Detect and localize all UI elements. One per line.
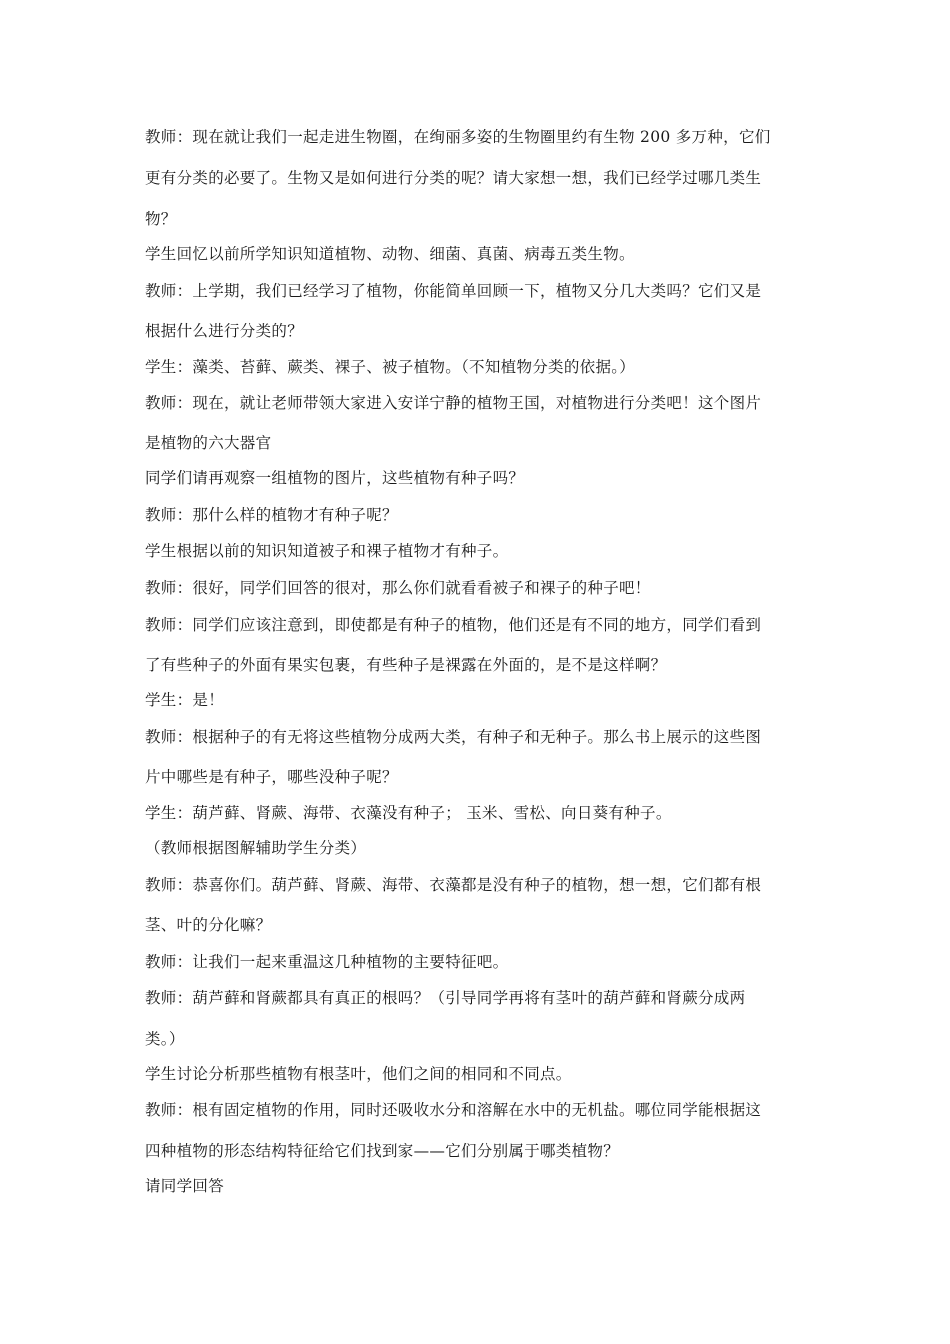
text-line: 教师：那什么样的植物才有种子呢？	[145, 506, 398, 524]
text-line: 学生根据以前的知识知道被子和裸子植物才有种子。	[145, 542, 509, 560]
text-line: 学生回忆以前所学知识知道植物、动物、细菌、真菌、病毒五类生物。	[145, 245, 635, 263]
text-line: 四种植物的形态结构特征给它们找到家——它们分别属于哪类植物？	[145, 1142, 620, 1160]
text-line: 学生：藻类、苔藓、蕨类、裸子、被子植物。（不知植物分类的依据。）	[145, 358, 636, 376]
text-line: 是植物的六大器官	[145, 434, 272, 452]
text-line: 教师：恭喜你们。葫芦藓、肾蕨、海带、衣藻都是没有种子的植物，想一想，它们都有根	[145, 876, 762, 894]
text-line: 学生讨论分析那些植物有根茎叶，他们之间的相同和不同点。	[145, 1065, 572, 1083]
text-line: 茎、叶的分化嘛？	[145, 916, 272, 934]
text-line: 同学们请再观察一组植物的图片，这些植物有种子吗？	[145, 469, 525, 487]
text-line: 片中哪些是有种子，哪些没种子呢？	[145, 768, 398, 786]
text-line: 学生：葫芦藓、肾蕨、海带、衣藻没有种子； 玉米、雪松、向日葵有种子。	[145, 804, 672, 822]
text-line: 教师：上学期，我们已经学习了植物，你能简单回顾一下，植物又分几大类吗？它们又是	[145, 282, 762, 300]
text-line: 了有些种子的外面有果实包裹，有些种子是裸露在外面的，是不是这样啊？	[145, 656, 667, 674]
text-line: 教师：现在，就让老师带领大家进入安详宁静的植物王国，对植物进行分类吧！这个图片	[145, 394, 762, 412]
text-line: （教师根据图解辅助学生分类）	[145, 839, 367, 857]
text-line: 教师：根据种子的有无将这些植物分成两大类，有种子和无种子。那么书上展示的这些图	[145, 728, 762, 746]
text-line: 更有分类的必要了。生物又是如何进行分类的呢？请大家想一想，我们已经学过哪几类生	[145, 169, 762, 187]
text-line: 教师：现在就让我们一起走进生物圈，在绚丽多姿的生物圈里约有生物 200 多万种，它们	[145, 128, 771, 146]
text-line: 物？	[145, 210, 177, 228]
text-line: 请同学回答	[145, 1177, 225, 1195]
text-line: 教师：让我们一起来重温这几种植物的主要特征吧。	[145, 953, 509, 971]
text-line: 类。）	[145, 1030, 185, 1048]
text-line: 教师：葫芦藓和肾蕨都具有真正的根吗？（引导同学再将有茎叶的葫芦藓和肾蕨分成两	[145, 989, 746, 1007]
text-line: 学生：是！	[145, 691, 225, 709]
text-line: 教师：同学们应该注意到，即使都是有种子的植物，他们还是有不同的地方，同学们看到	[145, 616, 762, 634]
text-line: 根据什么进行分类的？	[145, 322, 304, 340]
text-line: 教师：很好，同学们回答的很对，那么你们就看看被子和裸子的种子吧！	[145, 579, 651, 597]
text-line: 教师：根有固定植物的作用，同时还吸收水分和溶解在水中的无机盐。哪位同学能根据这	[145, 1101, 762, 1119]
